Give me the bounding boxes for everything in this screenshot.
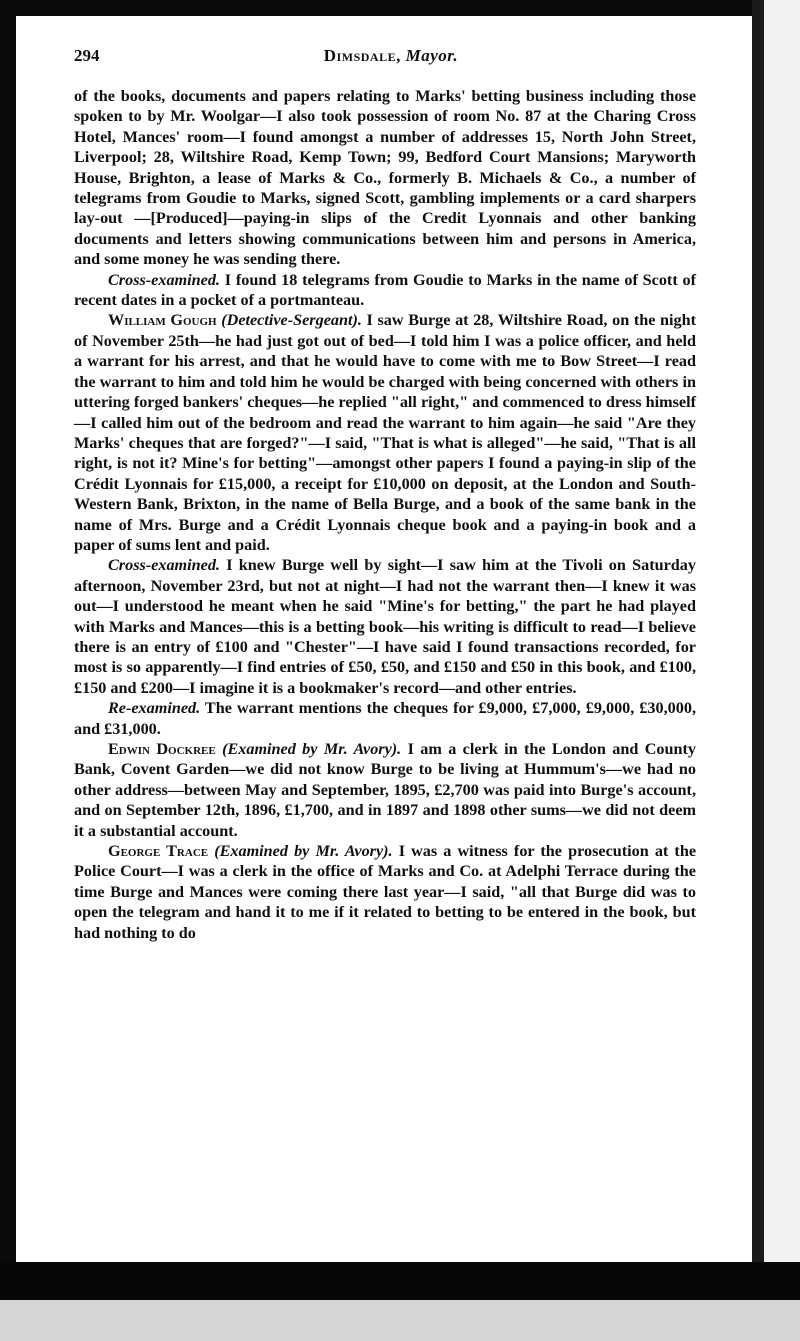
paragraph-lead: Re-examined.: [108, 699, 201, 718]
page-edge-shadow: [752, 0, 764, 1341]
paragraph: [74, 86, 696, 270]
paragraph: [74, 270, 696, 311]
witness-role: (Examined by Mr. Avory).: [222, 740, 402, 758]
paragraph-lead: Cross-examined.: [108, 270, 220, 289]
running-head-title: Mayor.: [405, 46, 459, 65]
paragraph: [74, 841, 696, 943]
paragraph: [74, 739, 696, 841]
page-number: 294: [74, 46, 100, 65]
running-head: [74, 46, 708, 66]
paragraph: [74, 555, 696, 698]
witness-name: Edwin Dockree: [108, 740, 216, 758]
page-header: [74, 46, 708, 76]
witness-name: George Trace: [108, 842, 209, 861]
adjacent-page-strip: [764, 0, 800, 1341]
paragraph: [74, 698, 696, 739]
scan-border-left: [0, 0, 16, 1341]
paragraph-text: of the books, documents and papers relating to Marks' betting business including those spoken to by Mr. Woolgar—I also took possession of room No. 87 at the Charing Cross Hotel, Mances' room—I found amongst a number of addresses 15, North John Street, Liverpool; 28, Wiltshire Road, Kemp Town; 99, Bedford Court Mansions; Maryworth House, Brighton, a lease of Marks & Co., formerly B. Michaels & Co., a number of telegrams from Goudie to Marks, signed Scott, gambling implements or a card sharpers lay-out —[Produced]—paying-in slips of the Credit Lyonnais and other banking documents and letters showing communications between him and persons in America, and some money he was sending there.: [74, 87, 696, 269]
scan-bottom-margin: [0, 1300, 800, 1341]
running-head-name: Dimsdale,: [323, 46, 401, 65]
paragraph-text: I am a clerk in the London and County Bank, Covent Garden—we did not know Burge to be living at Hummum's—we had no other address—between May and September, 1895, £2,700 was paid into Burge's account, and on September 12th, 1896, £1,700, and in 1897 and 1898 other sums—we did not deem it a substantial account.: [74, 740, 696, 840]
witness-role: (Examined by Mr. Avory).: [214, 842, 393, 861]
paragraph-text: The warrant mentions the cheques for £9,000, £7,000, £9,000, £30,000, and £31,000.: [74, 699, 696, 738]
paragraph-text: I was a witness for the prosecution at the Police Court—I was a clerk in the office of Marks and Co. at Adelphi Terrace during the time Burge and Mances were coming there last year—I said, "all that Burge did was to open the telegram and hand it to me if it related to betting to be entered in the book, but had nothing to do: [74, 842, 697, 942]
witness-name: William Gough: [108, 311, 217, 330]
paragraph-text: I saw Burge at 28, Wiltshire Road, on the night of November 25th—he had just got out of bed—I told him I was a police officer, and held a warrant for his arrest, and that he would have to come with me to Bow Street—I read the warrant to him and told him he would be charged with being concerned with others in uttering forged bankers' cheques—he replied "all right," and commenced to dress himself—I called him out of the bedroom and read the warrant to him again—he said "Are they Marks' cheques that are forged?"—I said, "That is what is alleged"—he said, "That is all right, is not it? Mine's for betting"—amongst other papers I found a paying-in slip of the Crédit Lyonnais for £15,000, a receipt for £10,000 on deposit, at the London and South-Western Bank, Brixton, in the name of Bella Burge, and a book of the same bank in the name of Mrs. Burge and a Crédit Lyonnais cheque book and a paying-in book and a paper of sums lent and paid.: [74, 311, 697, 554]
page-body: [74, 86, 696, 943]
paragraph-text: I found 18 telegrams from Goudie to Marks in the name of Scott of recent dates in a pocket of a portmanteau.: [74, 270, 696, 310]
paragraph-lead: Cross-examined.: [108, 556, 220, 575]
paragraph: [74, 310, 696, 555]
scan-border-top: [0, 0, 800, 16]
witness-role: (Detective-Sergeant).: [221, 311, 362, 330]
paragraph-text: I knew Burge well by sight—I saw him at the Tivoli on Saturday afternoon, November 23rd, but not at night—I had not the warrant then—I knew it was out—I understood he meant when he said "Mine's for betting," the part he had played with Marks and Mances—this is a betting book—his writing is difficult to read—I believe there is an entry of £100 and "Chester"—I have said I found transactions recorded, for most is so apparently—I find entries of £50, £50, and £150 and £50 in this book, and £100, £150 and £200—I imagine it is a bookmaker's record—and other entries.: [74, 556, 696, 697]
